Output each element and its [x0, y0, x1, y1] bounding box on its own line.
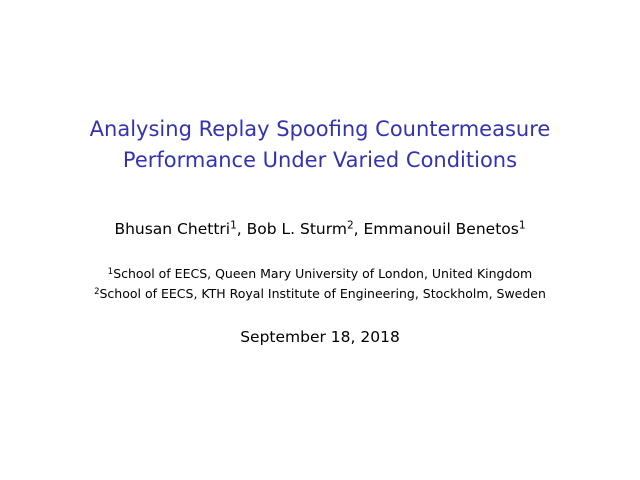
author-name: Emmanouil Benetos [363, 220, 519, 238]
affiliation-line [0, 264, 640, 284]
presentation-date: September 18, 2018 [240, 328, 400, 346]
author-name: Bhusan Chettri [114, 220, 231, 238]
title-line-1: Analysing Replay Spoofing Countermeasure [89, 117, 551, 141]
author-name: Bob L. Sturm [246, 220, 347, 238]
affiliation-text: School of EECS, KTH Royal Institute of Engineering, Stockholm, Sweden [99, 286, 546, 301]
affiliation-list [0, 264, 640, 304]
author-list: Bhusan Chettri$^1$, Bob L. Sturm$^2$, Emmanouil Benetos$^1$ [114, 219, 526, 238]
affiliation-text: School of EECS, Queen Mary University of London, United Kingdom [113, 266, 533, 281]
affiliation-mark: 1 [107, 266, 114, 277]
author-affiliation-mark: 2 [346, 219, 354, 232]
author-affiliation-mark: 1 [230, 219, 237, 232]
title-line-2: Performance Under Varied Conditions [122, 148, 518, 172]
affiliation-mark: 2 [94, 286, 100, 297]
presentation-title [0, 114, 640, 176]
affiliation-line [0, 284, 640, 304]
author-affiliation-mark: 1 [518, 219, 526, 232]
